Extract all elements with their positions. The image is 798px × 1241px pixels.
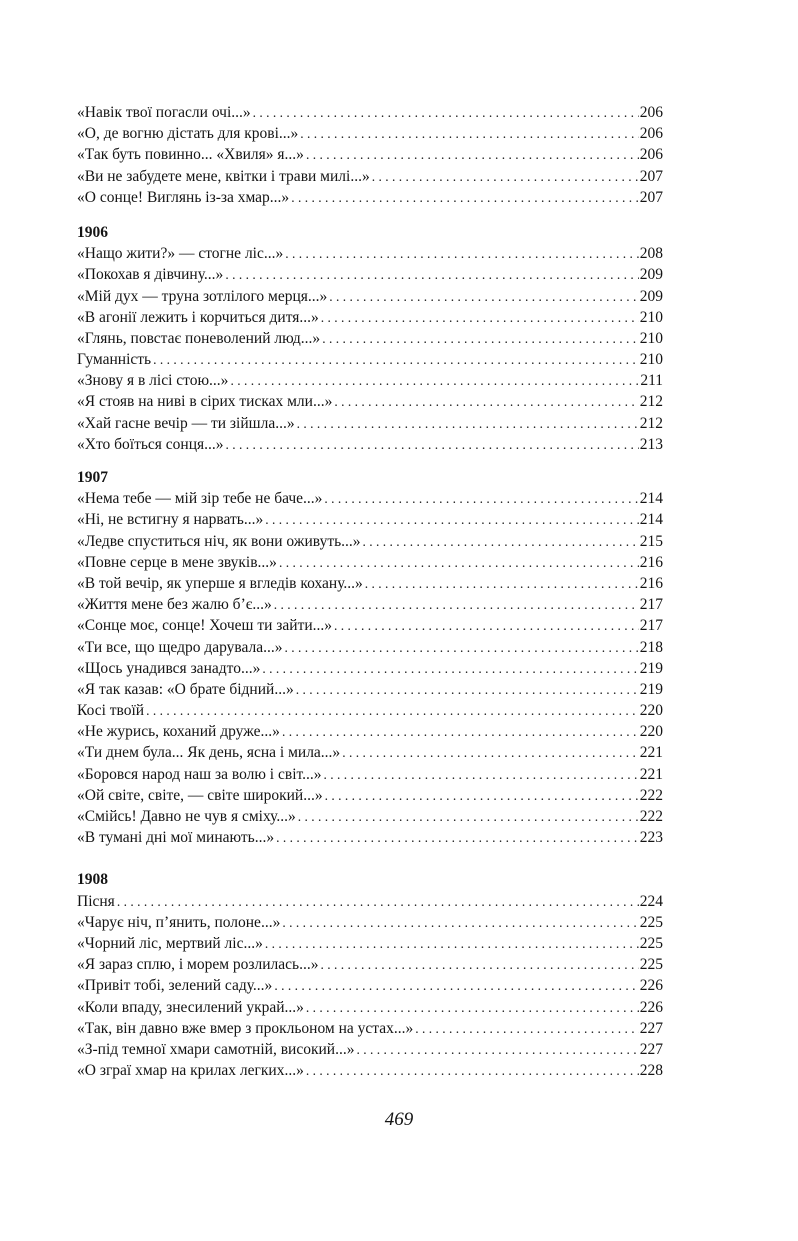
entry-page-number: 222 bbox=[639, 786, 663, 804]
entry-title: Гуманність bbox=[77, 351, 152, 369]
dot-leader bbox=[265, 933, 639, 954]
dot-leader bbox=[321, 307, 639, 328]
entry-page-number: 209 bbox=[639, 266, 663, 284]
entry-page-number: 225 bbox=[639, 934, 663, 952]
entry-title: «Мій дух — труна зотлілого мерця...» bbox=[77, 287, 328, 305]
toc-entry bbox=[77, 123, 663, 144]
dot-leader bbox=[291, 187, 639, 208]
entry-page-number: 222 bbox=[639, 808, 663, 825]
entry-title: «Ти днем була... Як день, ясна і мила...» bbox=[77, 744, 341, 762]
toc-entry bbox=[77, 370, 663, 391]
entry-title: «О сонце! Виглянь із-за хмар...» bbox=[77, 188, 290, 206]
toc-entry bbox=[77, 827, 663, 848]
toc-entry bbox=[77, 954, 663, 975]
section-spacer bbox=[77, 455, 663, 467]
dot-leader bbox=[306, 1060, 639, 1081]
table-of-contents bbox=[77, 102, 663, 1081]
entry-page-number: 227 bbox=[639, 1019, 663, 1037]
dot-leader bbox=[306, 144, 639, 165]
entry-page-number: 223 bbox=[639, 829, 663, 847]
toc-entry bbox=[77, 975, 663, 996]
entry-title: «В той вечір, як уперше я вгледів кохану...» bbox=[77, 574, 363, 592]
entry-title: «О зграї хмар на крилах легких...» bbox=[77, 1062, 304, 1080]
entry-page-number: 212 bbox=[639, 393, 663, 411]
entry-title: «Я стояв на ниві в сірих тисках мли...» bbox=[77, 393, 333, 411]
entry-title: «Повне серце в мене звуків...» bbox=[77, 553, 277, 571]
entry-title: «Так буть повинно... «Хвиля» я...» bbox=[77, 146, 304, 164]
entry-page-number: 210 bbox=[639, 351, 663, 369]
entry-title: «Так, він давно вже вмер з прокльоном на устах...» bbox=[77, 1019, 414, 1037]
toc-entry bbox=[77, 594, 663, 615]
toc-entry bbox=[77, 742, 663, 763]
dot-leader bbox=[372, 166, 639, 187]
entry-title: «Глянь, повстає поневолений люд...» bbox=[77, 329, 321, 347]
entry-page-number: 210 bbox=[639, 308, 663, 326]
entry-page-number: 214 bbox=[639, 490, 663, 508]
dot-leader bbox=[262, 658, 638, 679]
section-spacer bbox=[77, 208, 663, 222]
toc-entry bbox=[77, 552, 663, 573]
dot-leader bbox=[265, 509, 639, 530]
entry-page-number: 211 bbox=[640, 372, 663, 390]
dot-leader bbox=[296, 679, 639, 700]
dot-leader bbox=[274, 594, 639, 615]
entry-title: «Хто боїться сонця...» bbox=[77, 435, 224, 453]
entry-page-number: 225 bbox=[639, 956, 663, 974]
entry-title: «В тумані дні мої минають...» bbox=[77, 829, 275, 847]
entry-page-number: 219 bbox=[639, 680, 663, 698]
toc-entry bbox=[77, 1039, 663, 1060]
toc-entry bbox=[77, 509, 663, 530]
toc-section bbox=[77, 455, 663, 848]
entry-title: «Боровся народ наш за волю і світ...» bbox=[77, 765, 322, 783]
dot-leader bbox=[324, 488, 638, 509]
dot-leader bbox=[282, 721, 639, 742]
entry-page-number: 215 bbox=[639, 532, 663, 550]
toc-entry bbox=[77, 187, 663, 208]
entry-title: «Чорний ліс, мертвий ліс...» bbox=[77, 934, 263, 952]
toc-entry bbox=[77, 488, 663, 509]
dot-leader bbox=[285, 243, 639, 264]
toc-entry bbox=[77, 102, 663, 123]
dot-leader bbox=[298, 806, 639, 827]
entry-page-number: 216 bbox=[639, 553, 663, 571]
toc-entry bbox=[77, 1018, 663, 1039]
entry-page-number: 207 bbox=[639, 188, 663, 206]
toc-entry bbox=[77, 933, 663, 954]
entry-title: «Я так казав: «О брате бідний...» bbox=[77, 680, 294, 698]
entry-page-number: 212 bbox=[639, 414, 663, 432]
dot-leader bbox=[329, 286, 638, 307]
entry-title: «Ледве спуститься ніч, як вони оживуть...» bbox=[77, 532, 361, 550]
toc-entry bbox=[77, 573, 663, 594]
dot-leader bbox=[253, 102, 639, 123]
entry-page-number: 213 bbox=[639, 435, 663, 453]
entry-title: «Сонце моє, сонце! Хочеш ти зайти...» bbox=[77, 617, 333, 635]
toc-entry bbox=[77, 434, 663, 455]
page-number: 469 bbox=[384, 1109, 414, 1130]
dot-leader bbox=[334, 615, 639, 636]
dot-leader bbox=[230, 370, 639, 391]
toc-section bbox=[77, 208, 663, 455]
dot-leader bbox=[276, 827, 639, 848]
dot-leader bbox=[320, 954, 638, 975]
entry-title: Пісня bbox=[77, 892, 115, 910]
dot-leader bbox=[226, 434, 639, 455]
entry-page-number: 218 bbox=[639, 638, 663, 656]
dot-leader bbox=[325, 785, 639, 806]
entry-page-number: 217 bbox=[639, 596, 663, 614]
toc-entry bbox=[77, 264, 663, 285]
entry-title: «Покохав я дівчину...» bbox=[77, 266, 224, 284]
dot-leader bbox=[279, 552, 639, 573]
toc-entry bbox=[77, 764, 663, 785]
entry-page-number: 224 bbox=[639, 892, 663, 910]
entry-title: «О, де вогню дістать для крові...» bbox=[77, 125, 299, 143]
entry-page-number: 225 bbox=[639, 913, 663, 931]
entry-page-number: 220 bbox=[639, 723, 663, 741]
toc-entry bbox=[77, 349, 663, 370]
toc-entry bbox=[77, 391, 663, 412]
dot-leader bbox=[322, 328, 639, 349]
entry-title: «Я зараз сплю, і морем розлилась...» bbox=[77, 956, 319, 974]
entry-title: «Знову я в лісі стою...» bbox=[77, 372, 229, 390]
dot-leader bbox=[146, 700, 639, 721]
entry-page-number: 226 bbox=[639, 977, 663, 995]
entry-page-number: 221 bbox=[639, 765, 663, 783]
entry-page-number: 206 bbox=[639, 125, 663, 143]
entry-page-number: 207 bbox=[639, 167, 663, 185]
toc-entry bbox=[77, 700, 663, 721]
toc-entry bbox=[77, 721, 663, 742]
entry-page-number: 210 bbox=[639, 329, 663, 347]
entry-page-number: 219 bbox=[639, 659, 663, 677]
dot-leader bbox=[282, 912, 638, 933]
toc-entry bbox=[77, 997, 663, 1018]
dot-leader bbox=[356, 1039, 638, 1060]
entry-title: «Не журись, коханий друже...» bbox=[77, 723, 280, 741]
dot-leader bbox=[153, 349, 639, 370]
year-heading: 1908 bbox=[77, 871, 108, 889]
entry-title: «В агонії лежить і корчиться дитя...» bbox=[77, 308, 319, 326]
dot-leader bbox=[342, 742, 639, 763]
entry-title: «Коли впаду, знесилений украй...» bbox=[77, 998, 304, 1016]
entry-page-number: 217 bbox=[639, 617, 663, 635]
dot-leader bbox=[225, 264, 638, 285]
dot-leader bbox=[306, 997, 639, 1018]
entry-title: «Щось унадився занадто...» bbox=[77, 659, 261, 677]
entry-title: «Ой світе, світе, — світе широкий...» bbox=[77, 786, 323, 804]
entry-title: «Хай гасне вечір — ти зійшла...» bbox=[77, 414, 295, 432]
dot-leader bbox=[117, 891, 639, 912]
toc-section bbox=[77, 102, 663, 208]
entry-title: «Ти все, що щедро дарувала...» bbox=[77, 638, 283, 656]
dot-leader bbox=[415, 1018, 639, 1039]
toc-entry bbox=[77, 785, 663, 806]
dot-leader bbox=[365, 573, 639, 594]
toc-section bbox=[77, 848, 663, 1081]
entry-title: «Привіт тобі, зелений саду...» bbox=[77, 977, 273, 995]
toc-entry bbox=[77, 144, 663, 165]
year-heading: 1906 bbox=[77, 223, 108, 241]
entry-title: «Нащо жити?» — стогне ліс...» bbox=[77, 245, 284, 263]
entry-page-number: 206 bbox=[639, 146, 663, 164]
entry-title: «Ні, не встигну я нарвать...» bbox=[77, 511, 264, 529]
toc-entry bbox=[77, 637, 663, 658]
entry-title: «Чарує ніч, п’янить, полоне...» bbox=[77, 913, 281, 931]
entry-title: «Смійсь! Давно не чув я сміху...» bbox=[77, 808, 296, 825]
toc-entry bbox=[77, 1060, 663, 1081]
entry-page-number: 208 bbox=[639, 245, 663, 263]
toc-entry bbox=[77, 166, 663, 187]
toc-entry bbox=[77, 286, 663, 307]
toc-entry bbox=[77, 806, 663, 827]
section-spacer bbox=[77, 848, 663, 869]
entry-page-number: 228 bbox=[639, 1062, 663, 1080]
entry-title: «З-під темної хмари самотній, високий...» bbox=[77, 1040, 355, 1058]
entry-page-number: 216 bbox=[639, 574, 663, 592]
toc-entry bbox=[77, 307, 663, 328]
entry-page-number: 206 bbox=[639, 104, 663, 121]
toc-entry bbox=[77, 658, 663, 679]
toc-entry bbox=[77, 679, 663, 700]
toc-entry bbox=[77, 891, 663, 912]
toc-entry bbox=[77, 328, 663, 349]
entry-title: «Ви не забудете мене, квітки і трави милі...» bbox=[77, 167, 370, 185]
entry-page-number: 209 bbox=[639, 287, 663, 305]
dot-leader bbox=[297, 413, 639, 434]
entry-title: «Навік твої погасли очі...» bbox=[77, 104, 251, 121]
toc-entry bbox=[77, 615, 663, 636]
entry-page-number: 221 bbox=[639, 744, 663, 762]
entry-page-number: 214 bbox=[639, 511, 663, 529]
entry-page-number: 220 bbox=[639, 702, 663, 720]
dot-leader bbox=[274, 975, 638, 996]
entry-title: «Життя мене без жалю б’є...» bbox=[77, 596, 272, 614]
toc-entry bbox=[77, 531, 663, 552]
toc-entry bbox=[77, 912, 663, 933]
year-heading: 1907 bbox=[77, 469, 108, 486]
dot-leader bbox=[300, 123, 638, 144]
entry-title: Косі твоїй bbox=[77, 702, 145, 720]
dot-leader bbox=[334, 391, 638, 412]
dot-leader bbox=[285, 637, 639, 658]
dot-leader bbox=[323, 764, 638, 785]
entry-page-number: 226 bbox=[639, 998, 663, 1016]
entry-page-number: 227 bbox=[639, 1040, 663, 1058]
toc-entry bbox=[77, 243, 663, 264]
toc-entry bbox=[77, 413, 663, 434]
entry-title: «Нема тебе — мій зір тебе не баче...» bbox=[77, 490, 323, 508]
dot-leader bbox=[363, 531, 639, 552]
